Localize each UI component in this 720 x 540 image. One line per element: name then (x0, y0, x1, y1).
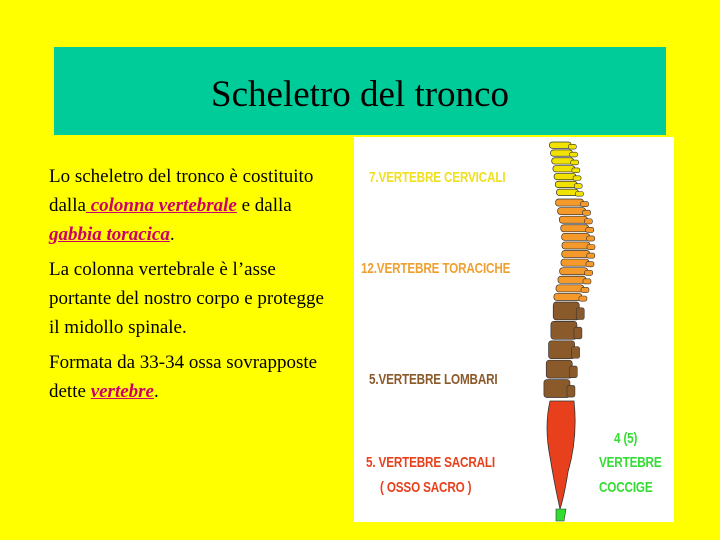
text: Lo scheletro del tronco è costituito dalla (49, 166, 314, 216)
spine-figure (354, 137, 674, 522)
vertebra-lumbar (546, 360, 572, 378)
label-sacral: 5. VERTEBRE SACRALI (366, 454, 496, 471)
title-bar (54, 47, 666, 135)
vertebra-cervical (554, 173, 576, 179)
vertebra-process-lumbar (572, 347, 580, 359)
vertebra-lumbar (551, 321, 577, 339)
vertebra-process-cervical (573, 176, 581, 181)
link-vertebre[interactable]: vertebre (90, 381, 154, 402)
vertebra-thoracic (560, 268, 588, 275)
vertebra-cervical (549, 142, 571, 148)
coccyx (556, 509, 566, 521)
text: . (154, 381, 159, 402)
vertebra-thoracic (554, 293, 582, 300)
vertebra-process-cervical (574, 184, 582, 189)
vertebra-process-thoracic (584, 219, 592, 224)
vertebra-process-thoracic (587, 236, 595, 241)
vertebra-process-cervical (568, 144, 576, 149)
vertebra-thoracic (558, 276, 586, 283)
label-coccyx-count: 4 (5) (614, 430, 638, 447)
vertebra-thoracic (556, 285, 584, 292)
link-gabbia-toracica[interactable]: gabbia toracica (49, 224, 170, 245)
vertebra-process-thoracic (583, 279, 591, 284)
vertebra-process-cervical (572, 168, 580, 173)
paragraph-3 (49, 348, 339, 406)
paragraph-1 (49, 162, 339, 249)
vertebra-process-thoracic (587, 253, 595, 258)
vertebra-process-thoracic (579, 296, 587, 301)
vertebra-process-thoracic (587, 244, 595, 249)
vertebra-process-lumbar (567, 385, 575, 397)
slide-title: Scheletro del tronco (211, 74, 509, 115)
paragraph-2: La colonna vertebrale è l’asse portante del nostro corpo e protegge il midollo spinale. (49, 259, 324, 338)
label-coccyx-1: VERTEBRE (599, 454, 662, 471)
vertebra-process-thoracic (581, 287, 589, 292)
vertebra-thoracic (561, 225, 589, 232)
label-coccyx-2: COCCIGE (599, 479, 653, 496)
vertebra-thoracic (559, 216, 587, 223)
vertebra-thoracic (561, 259, 589, 266)
vertebra-process-cervical (570, 152, 578, 157)
vertebra-cervical (556, 189, 578, 195)
vertebra-process-thoracic (581, 202, 589, 207)
vertebra-process-thoracic (586, 262, 594, 267)
label-cervical: 7.VERTEBRE CERVICALI (369, 169, 506, 186)
text: . (169, 224, 175, 245)
vertebra-lumbar (549, 341, 575, 359)
vertebra-thoracic (562, 233, 590, 240)
text: e dalla (236, 195, 292, 216)
sacrum (547, 401, 575, 509)
label-sacral-note: ( OSSO SACRO ) (380, 479, 472, 496)
vertebra-cervical (555, 181, 577, 187)
vertebra-thoracic (562, 242, 590, 249)
vertebra-process-thoracic (585, 270, 593, 275)
vertebra-process-cervical (571, 160, 579, 165)
label-lumbar: 5.VERTEBRE LOMBARI (369, 371, 498, 388)
vertebra-cervical (551, 150, 573, 156)
vertebra-process-thoracic (586, 227, 594, 232)
body-text (49, 162, 339, 412)
vertebra-process-lumbar (574, 327, 582, 339)
vertebra-process-thoracic (583, 210, 591, 215)
vertebra-thoracic (558, 208, 586, 215)
vertebra-process-lumbar (576, 308, 584, 320)
vertebra-cervical (553, 166, 575, 172)
vertebra-thoracic (562, 251, 590, 258)
vertebra-process-cervical (575, 192, 583, 197)
vertebra-lumbar (553, 302, 579, 320)
vertebra-process-lumbar (569, 366, 577, 378)
text: Formata da 33-34 ossa sovrapposte dette (49, 352, 318, 402)
link-colonna-vertebrale[interactable]: colonna vertebrale (85, 195, 237, 216)
vertebra-thoracic (556, 199, 584, 206)
vertebra-cervical (552, 158, 574, 164)
label-thoracic: 12.VERTEBRE TORACICHE (361, 260, 511, 277)
vertebra-lumbar (544, 380, 570, 398)
